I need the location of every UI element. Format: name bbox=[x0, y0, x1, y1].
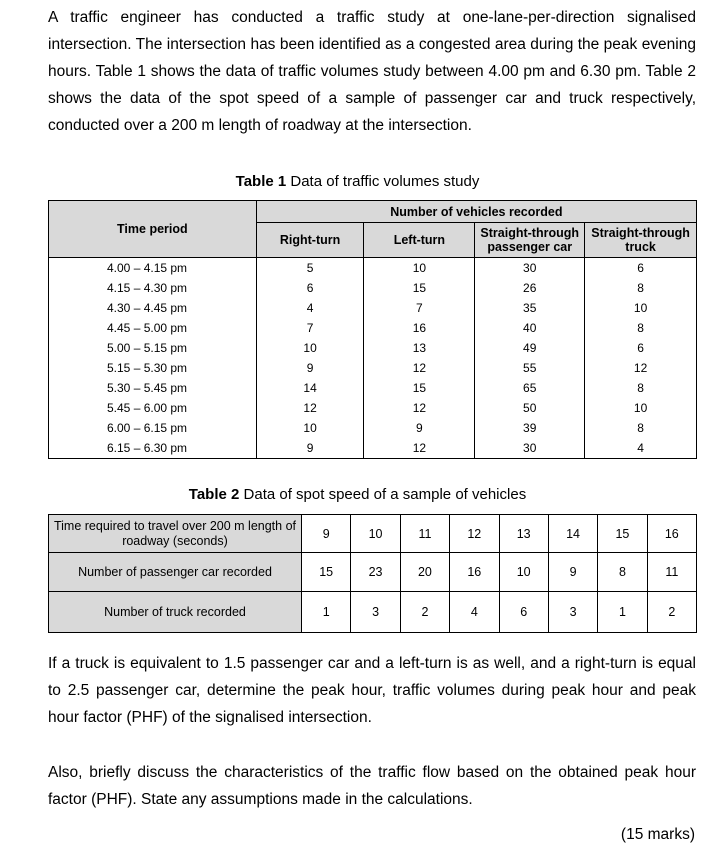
truck-count-cell: 1 bbox=[598, 592, 647, 633]
straight-truck-cell: 8 bbox=[585, 318, 697, 338]
table-row bbox=[49, 358, 697, 378]
straight-car-cell: 65 bbox=[475, 378, 585, 398]
truck-row bbox=[49, 592, 697, 633]
right-turn-cell: 10 bbox=[256, 418, 364, 438]
straight-truck-cell: 12 bbox=[585, 358, 697, 378]
time-label: Time required to travel over 200 m length of roadway (seconds) bbox=[49, 515, 302, 553]
left-turn-cell: 15 bbox=[364, 378, 475, 398]
right-turn-cell: 14 bbox=[256, 378, 364, 398]
straight-truck-cell: 10 bbox=[585, 398, 697, 418]
straight-truck-cell: 8 bbox=[585, 278, 697, 298]
car-count-cell: 16 bbox=[450, 553, 499, 592]
table-row bbox=[49, 378, 697, 398]
straight-car-cell: 49 bbox=[475, 338, 585, 358]
truck-count-cell: 2 bbox=[400, 592, 449, 633]
straight-truck-cell: 4 bbox=[585, 438, 697, 459]
time-period-cell: 4.00 – 4.15 pm bbox=[49, 258, 257, 279]
spot-speed-table bbox=[48, 514, 697, 633]
car-count-cell: 15 bbox=[302, 553, 351, 592]
table2-caption-text: Data of spot speed of a sample of vehicles bbox=[239, 486, 527, 503]
header-number-recorded: Number of vehicles recorded bbox=[256, 201, 696, 223]
time-period-cell: 6.15 – 6.30 pm bbox=[49, 438, 257, 459]
table1-caption-text: Data of traffic volumes study bbox=[286, 173, 480, 190]
time-period-cell: 5.30 – 5.45 pm bbox=[49, 378, 257, 398]
left-turn-cell: 12 bbox=[364, 358, 475, 378]
car-row bbox=[49, 553, 697, 592]
discussion-paragraph: Also, briefly discuss the characteristics of the traffic flow based on the obtained peak hour factor (PHF). State any assumptions made in the calculations. bbox=[48, 764, 696, 808]
right-turn-cell: 4 bbox=[256, 298, 364, 318]
table2-caption bbox=[0, 486, 715, 503]
time-value-cell: 16 bbox=[647, 515, 696, 553]
car-count-cell: 20 bbox=[400, 553, 449, 592]
question-paragraph: If a truck is equivalent to 1.5 passenger car and a left-turn is as well, and a right-turn is equal to 2.5 passenger car, determine the peak hour, traffic volumes during peak hour and peak hour factor (PHF) of the signalised intersection. bbox=[48, 655, 696, 726]
time-value-cell: 11 bbox=[400, 515, 449, 553]
time-value-cell: 14 bbox=[548, 515, 597, 553]
traffic-volume-table bbox=[48, 200, 697, 459]
right-turn-cell: 12 bbox=[256, 398, 364, 418]
time-row bbox=[49, 515, 697, 553]
truck-label: Number of truck recorded bbox=[49, 592, 302, 633]
time-period-cell: 5.45 – 6.00 pm bbox=[49, 398, 257, 418]
time-value-cell: 10 bbox=[351, 515, 400, 553]
table-row bbox=[49, 298, 697, 318]
straight-car-cell: 39 bbox=[475, 418, 585, 438]
left-turn-cell: 13 bbox=[364, 338, 475, 358]
time-period-cell: 4.45 – 5.00 pm bbox=[49, 318, 257, 338]
header-time-period: Time period bbox=[49, 201, 257, 258]
time-period-cell: 4.30 – 4.45 pm bbox=[49, 298, 257, 318]
truck-count-cell: 4 bbox=[450, 592, 499, 633]
straight-car-cell: 35 bbox=[475, 298, 585, 318]
time-period-cell: 4.15 – 4.30 pm bbox=[49, 278, 257, 298]
straight-car-cell: 26 bbox=[475, 278, 585, 298]
table-row bbox=[49, 278, 697, 298]
header-right-turn: Right-turn bbox=[256, 223, 364, 258]
left-turn-cell: 12 bbox=[364, 438, 475, 459]
car-count-cell: 11 bbox=[647, 553, 696, 592]
car-count-cell: 8 bbox=[598, 553, 647, 592]
left-turn-cell: 7 bbox=[364, 298, 475, 318]
right-turn-cell: 6 bbox=[256, 278, 364, 298]
header-left-turn: Left-turn bbox=[364, 223, 475, 258]
header-straight-car: Straight-through passenger car bbox=[475, 223, 585, 258]
car-count-cell: 10 bbox=[499, 553, 548, 592]
straight-car-cell: 30 bbox=[475, 258, 585, 279]
truck-count-cell: 1 bbox=[302, 592, 351, 633]
time-value-cell: 15 bbox=[598, 515, 647, 553]
right-turn-cell: 5 bbox=[256, 258, 364, 279]
truck-count-cell: 6 bbox=[499, 592, 548, 633]
straight-truck-cell: 10 bbox=[585, 298, 697, 318]
time-period-cell: 5.00 – 5.15 pm bbox=[49, 338, 257, 358]
time-value-cell: 12 bbox=[450, 515, 499, 553]
table-row bbox=[49, 438, 697, 459]
right-turn-cell: 10 bbox=[256, 338, 364, 358]
right-turn-cell: 9 bbox=[256, 438, 364, 459]
straight-car-cell: 30 bbox=[475, 438, 585, 459]
table-row bbox=[49, 258, 697, 279]
truck-count-cell: 3 bbox=[548, 592, 597, 633]
time-period-cell: 5.15 – 5.30 pm bbox=[49, 358, 257, 378]
straight-truck-cell: 6 bbox=[585, 258, 697, 279]
straight-truck-cell: 8 bbox=[585, 418, 697, 438]
truck-count-cell: 3 bbox=[351, 592, 400, 633]
left-turn-cell: 12 bbox=[364, 398, 475, 418]
left-turn-cell: 16 bbox=[364, 318, 475, 338]
straight-car-cell: 50 bbox=[475, 398, 585, 418]
car-count-cell: 23 bbox=[351, 553, 400, 592]
table-row bbox=[49, 338, 697, 358]
table2-caption-label: Table 2 bbox=[188, 486, 240, 503]
left-turn-cell: 9 bbox=[364, 418, 475, 438]
straight-car-cell: 40 bbox=[475, 318, 585, 338]
intro-paragraph: A traffic engineer has conducted a traffic study at one-lane-per-direction signalised intersection. The intersection has been identified as a congested area during the peak evening hours. Table 1 shows the data of traffic volumes study between 4.00 pm and 6.30 pm. Table 2 shows the data of the spot speed of a sample of passenger car and truck respectively, conducted over a 200 m length of roadway at the intersection. bbox=[48, 9, 696, 134]
table-row bbox=[49, 398, 697, 418]
left-turn-cell: 15 bbox=[364, 278, 475, 298]
truck-count-cell: 2 bbox=[647, 592, 696, 633]
right-turn-cell: 7 bbox=[256, 318, 364, 338]
table1-caption bbox=[0, 173, 715, 190]
car-count-cell: 9 bbox=[548, 553, 597, 592]
table1-caption-label: Table 1 bbox=[235, 173, 287, 190]
table-row bbox=[49, 418, 697, 438]
car-label: Number of passenger car recorded bbox=[49, 553, 302, 592]
table-row bbox=[49, 318, 697, 338]
time-period-cell: 6.00 – 6.15 pm bbox=[49, 418, 257, 438]
left-turn-cell: 10 bbox=[364, 258, 475, 279]
right-turn-cell: 9 bbox=[256, 358, 364, 378]
time-value-cell: 13 bbox=[499, 515, 548, 553]
straight-car-cell: 55 bbox=[475, 358, 585, 378]
time-value-cell: 9 bbox=[302, 515, 351, 553]
header-straight-truck: Straight-through truck bbox=[585, 223, 697, 258]
straight-truck-cell: 8 bbox=[585, 378, 697, 398]
straight-truck-cell: 6 bbox=[585, 338, 697, 358]
traffic-volume-rows bbox=[49, 258, 697, 459]
marks-label: (15 marks) bbox=[620, 826, 695, 843]
